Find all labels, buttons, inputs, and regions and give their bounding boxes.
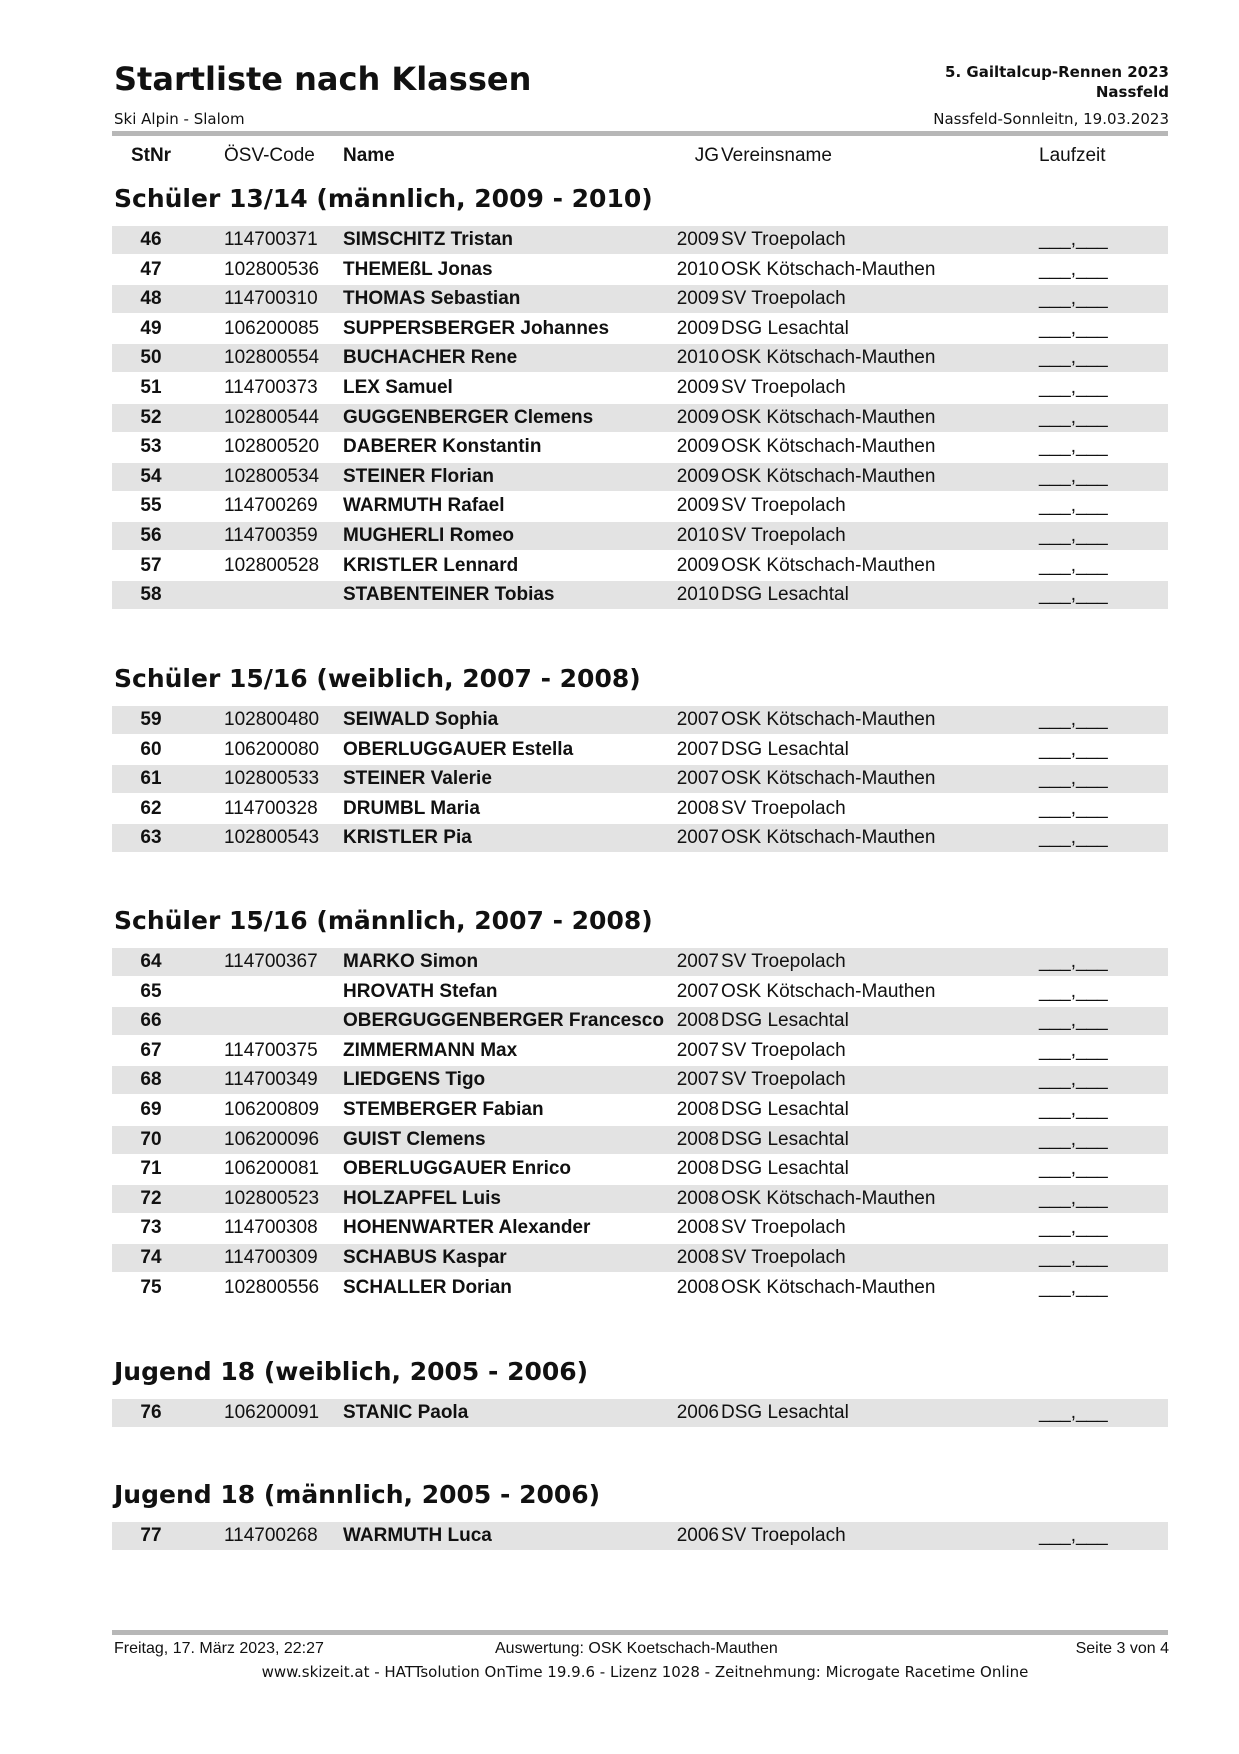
oesv-code: 106200096 — [224, 1128, 320, 1150]
birth-year: 2008 — [676, 1099, 719, 1120]
athlete-name: SEIWALD Sophia — [343, 709, 499, 730]
club-name: OSK Kötschach-Mauthen — [721, 258, 936, 280]
run-time-placeholder: ___,___ — [1039, 1525, 1108, 1546]
oesv-code: 114700373 — [224, 377, 318, 398]
start-number: 70 — [140, 1128, 162, 1150]
start-number: 56 — [140, 525, 162, 546]
birth-year: 2008 — [676, 1128, 719, 1150]
table-row — [112, 492, 1168, 520]
run-time-placeholder: ___,___ — [1039, 436, 1108, 458]
table-row — [112, 765, 1168, 793]
footer-evaluation: Auswertung: OSK Koetschach-Mauthen — [495, 1640, 778, 1657]
athlete-name: OBERGUGGENBERGER Francesco — [343, 1010, 664, 1032]
athlete-name: THEMEßL Jonas — [343, 258, 493, 280]
column-headers — [112, 145, 1168, 169]
oesv-code: 114700367 — [224, 951, 318, 972]
table-row — [112, 1126, 1168, 1154]
oesv-code: 114700308 — [224, 1217, 318, 1239]
birth-year: 2007 — [676, 1069, 719, 1091]
start-number: 49 — [140, 317, 162, 339]
run-time-placeholder: ___,___ — [1039, 951, 1108, 972]
club-name: OSK Kötschach-Mauthen — [721, 436, 936, 458]
birth-year: 2010 — [676, 258, 719, 280]
birth-year: 2007 — [676, 738, 719, 760]
page-title: Startliste nach Klassen — [114, 60, 532, 98]
run-time-placeholder: ___,___ — [1039, 980, 1108, 1002]
birth-year: 2010 — [676, 525, 719, 546]
start-number: 58 — [140, 584, 162, 606]
club-name: SV Troepolach — [721, 1247, 846, 1268]
oesv-code: 102800480 — [224, 709, 320, 730]
table-row — [112, 1522, 1168, 1550]
birth-year: 2009 — [676, 495, 719, 517]
club-name: DSG Lesachtal — [721, 1158, 849, 1180]
oesv-code: 102800533 — [224, 768, 320, 790]
club-name: DSG Lesachtal — [721, 584, 849, 606]
oesv-code: 102800528 — [224, 554, 320, 576]
run-time-placeholder: ___,___ — [1039, 495, 1108, 517]
birth-year: 2008 — [676, 797, 719, 819]
section-title: Schüler 13/14 (männlich, 2009 - 2010) — [114, 184, 653, 213]
run-time-placeholder: ___,___ — [1039, 1010, 1108, 1032]
athlete-name: STANIC Paola — [343, 1402, 469, 1423]
start-number: 69 — [140, 1099, 162, 1120]
athlete-name: OBERLUGGAUER Estella — [343, 738, 574, 760]
athlete-name: SIMSCHITZ Tristan — [343, 229, 513, 250]
start-number: 46 — [140, 229, 162, 250]
table-row — [112, 1244, 1168, 1272]
athlete-name: BUCHACHER Rene — [343, 347, 518, 369]
table-row — [112, 1037, 1168, 1065]
club-name: OSK Kötschach-Mauthen — [721, 827, 936, 849]
club-name: SV Troepolach — [721, 1525, 846, 1546]
table-row — [112, 824, 1168, 852]
birth-year: 2008 — [676, 1276, 719, 1298]
start-number: 63 — [140, 827, 162, 849]
birth-year: 2008 — [676, 1247, 719, 1268]
table-row — [112, 1155, 1168, 1183]
footer-printed-date: Freitag, 17. März 2023, 22:27 — [114, 1640, 324, 1657]
table-row — [112, 522, 1168, 550]
athlete-name: OBERLUGGAUER Enrico — [343, 1158, 572, 1180]
start-number: 71 — [140, 1158, 162, 1180]
start-number: 75 — [140, 1276, 162, 1298]
run-time-placeholder: ___,___ — [1039, 1069, 1108, 1091]
athlete-name: DABERER Konstantin — [343, 436, 542, 458]
birth-year: 2007 — [676, 980, 719, 1002]
run-time-placeholder: ___,___ — [1039, 584, 1108, 606]
table-row — [112, 948, 1168, 976]
start-number: 60 — [140, 738, 162, 760]
start-number: 53 — [140, 436, 162, 458]
oesv-code: 114700371 — [224, 229, 318, 250]
table-row — [112, 1066, 1168, 1094]
table-row — [112, 404, 1168, 432]
club-name: DSG Lesachtal — [721, 1010, 849, 1032]
run-time-placeholder: ___,___ — [1039, 1099, 1108, 1120]
oesv-code: 102800556 — [224, 1276, 320, 1298]
table-row — [112, 1274, 1168, 1302]
table-row — [112, 736, 1168, 764]
club-name: DSG Lesachtal — [721, 317, 849, 339]
oesv-code: 102800536 — [224, 258, 320, 280]
oesv-code: 102800520 — [224, 436, 320, 458]
athlete-name: STEMBERGER Fabian — [343, 1099, 544, 1120]
athlete-name: KRISTLER Lennard — [343, 554, 519, 576]
oesv-code: 114700349 — [224, 1069, 318, 1091]
section-title: Jugend 18 (männlich, 2005 - 2006) — [114, 1480, 601, 1509]
birth-year: 2009 — [676, 465, 719, 487]
run-time-placeholder: ___,___ — [1039, 1158, 1108, 1180]
club-name: OSK Kötschach-Mauthen — [721, 980, 936, 1002]
footer-divider — [112, 1630, 1168, 1635]
athlete-name: HOHENWARTER Alexander — [343, 1217, 591, 1239]
birth-year: 2008 — [676, 1217, 719, 1239]
club-name: OSK Kötschach-Mauthen — [721, 554, 936, 576]
birth-year: 2009 — [676, 229, 719, 250]
oesv-code: 102800534 — [224, 465, 320, 487]
birth-year: 2010 — [676, 584, 719, 606]
oesv-code: 106200080 — [224, 738, 320, 760]
club-name: SV Troepolach — [721, 525, 846, 546]
club-name: SV Troepolach — [721, 1069, 846, 1091]
athlete-name: MARKO Simon — [343, 951, 479, 972]
athlete-name: DRUMBL Maria — [343, 797, 480, 819]
column-header-name: Name — [343, 145, 395, 166]
oesv-code: 106200809 — [224, 1099, 320, 1120]
birth-year: 2007 — [676, 951, 719, 972]
oesv-code: 114700375 — [224, 1039, 318, 1061]
table-row — [112, 1185, 1168, 1213]
birth-year: 2006 — [676, 1525, 719, 1546]
birth-year: 2007 — [676, 827, 719, 849]
birth-year: 2006 — [676, 1402, 719, 1423]
club-name: SV Troepolach — [721, 951, 846, 972]
start-number: 52 — [140, 406, 162, 428]
run-time-placeholder: ___,___ — [1039, 525, 1108, 546]
birth-year: 2009 — [676, 554, 719, 576]
start-number: 62 — [140, 797, 162, 819]
athlete-name: WARMUTH Luca — [343, 1525, 492, 1546]
athlete-name: THOMAS Sebastian — [343, 288, 521, 310]
birth-year: 2007 — [676, 768, 719, 790]
athlete-name: SUPPERSBERGER Johannes — [343, 317, 610, 339]
oesv-code: 102800544 — [224, 406, 320, 428]
section-title: Jugend 18 (weiblich, 2005 - 2006) — [114, 1357, 589, 1386]
oesv-code: 106200081 — [224, 1158, 320, 1180]
run-time-placeholder: ___,___ — [1039, 709, 1108, 730]
run-time-placeholder: ___,___ — [1039, 317, 1108, 339]
athlete-name: STEINER Florian — [343, 465, 494, 487]
birth-year: 2009 — [676, 317, 719, 339]
run-time-placeholder: ___,___ — [1039, 738, 1108, 760]
run-time-placeholder: ___,___ — [1039, 347, 1108, 369]
start-number: 77 — [140, 1525, 162, 1546]
run-time-placeholder: ___,___ — [1039, 1187, 1108, 1209]
start-number: 72 — [140, 1187, 162, 1209]
birth-year: 2009 — [676, 436, 719, 458]
club-name: SV Troepolach — [721, 495, 846, 517]
table-row — [112, 1214, 1168, 1242]
athlete-name: WARMUTH Rafael — [343, 495, 505, 517]
run-time-placeholder: ___,___ — [1039, 827, 1108, 849]
oesv-code: 114700328 — [224, 797, 318, 819]
birth-year: 2008 — [676, 1158, 719, 1180]
run-time-placeholder: ___,___ — [1039, 406, 1108, 428]
table-row — [112, 374, 1168, 402]
athlete-name: STABENTEINER Tobias — [343, 584, 555, 606]
run-time-placeholder: ___,___ — [1039, 1128, 1108, 1150]
oesv-code: 106200091 — [224, 1402, 320, 1423]
column-header-stnr: StNr — [130, 145, 172, 166]
table-row — [112, 706, 1168, 734]
section-title: Schüler 15/16 (männlich, 2007 - 2008) — [114, 906, 653, 935]
table-row — [112, 226, 1168, 254]
table-row — [112, 978, 1168, 1006]
table-row — [112, 1399, 1168, 1427]
club-name: OSK Kötschach-Mauthen — [721, 709, 936, 730]
discipline-subtitle: Ski Alpin - Slalom — [114, 110, 245, 128]
footer-credit: www.skizeit.at - HATTsolution OnTime 19.9.6 - Lizenz 1028 - Zeitnehmung: Microgate Racetime Online — [261, 1663, 1029, 1681]
birth-year: 2007 — [676, 709, 719, 730]
start-number: 66 — [140, 1010, 162, 1032]
section-title: Schüler 15/16 (weiblich, 2007 - 2008) — [114, 664, 641, 693]
athlete-name: GUGGENBERGER Clemens — [343, 406, 594, 428]
oesv-code: 114700269 — [224, 495, 318, 517]
birth-year: 2009 — [676, 406, 719, 428]
run-time-placeholder: ___,___ — [1039, 377, 1108, 398]
run-time-placeholder: ___,___ — [1039, 229, 1108, 250]
birth-year: 2009 — [676, 377, 719, 398]
column-header-club: Vereinsname — [721, 145, 832, 166]
oesv-code: 114700309 — [224, 1247, 318, 1268]
start-number: 47 — [140, 258, 162, 280]
run-time-placeholder: ___,___ — [1039, 1402, 1108, 1423]
event-place: Nassfeld — [1095, 83, 1169, 101]
start-number: 57 — [140, 554, 162, 576]
club-name: DSG Lesachtal — [721, 1099, 849, 1120]
birth-year: 2009 — [676, 288, 719, 310]
table-row — [112, 552, 1168, 580]
birth-year: 2010 — [676, 347, 719, 369]
club-name: SV Troepolach — [721, 1217, 846, 1239]
club-name: DSG Lesachtal — [721, 1402, 849, 1423]
athlete-name: HROVATH Stefan — [343, 980, 498, 1002]
club-name: OSK Kötschach-Mauthen — [721, 1187, 936, 1209]
start-number: 48 — [140, 288, 162, 310]
table-row — [112, 1096, 1168, 1124]
table-row — [112, 344, 1168, 372]
column-header-laufzeit: Laufzeit — [1039, 145, 1106, 166]
footer-page-number: Seite 3 von 4 — [1075, 1640, 1169, 1657]
event-name: 5. Gailtalcup-Rennen 2023 — [945, 63, 1169, 81]
run-time-placeholder: ___,___ — [1039, 1276, 1108, 1298]
run-time-placeholder: ___,___ — [1039, 465, 1108, 487]
start-number: 54 — [140, 465, 162, 487]
run-time-placeholder: ___,___ — [1039, 258, 1108, 280]
athlete-name: GUIST Clemens — [343, 1128, 486, 1150]
start-number: 51 — [140, 377, 162, 398]
start-number: 59 — [140, 709, 162, 730]
start-number: 55 — [140, 495, 162, 517]
club-name: DSG Lesachtal — [721, 1128, 849, 1150]
birth-year: 2008 — [676, 1010, 719, 1032]
athlete-name: ZIMMERMANN Max — [343, 1039, 518, 1061]
table-row — [112, 315, 1168, 343]
table-row — [112, 285, 1168, 313]
start-number: 74 — [140, 1247, 162, 1268]
run-time-placeholder: ___,___ — [1039, 554, 1108, 576]
club-name: OSK Kötschach-Mauthen — [721, 347, 936, 369]
athlete-name: LEX Samuel — [343, 377, 453, 398]
club-name: SV Troepolach — [721, 229, 846, 250]
oesv-code: 102800543 — [224, 827, 320, 849]
club-name: OSK Kötschach-Mauthen — [721, 406, 936, 428]
table-row — [112, 795, 1168, 823]
club-name: SV Troepolach — [721, 1039, 846, 1061]
start-number: 65 — [140, 980, 162, 1002]
oesv-code: 102800554 — [224, 347, 320, 369]
table-row — [112, 256, 1168, 284]
athlete-name: LIEDGENS Tigo — [343, 1069, 486, 1091]
oesv-code: 106200085 — [224, 317, 320, 339]
table-row — [112, 433, 1168, 461]
run-time-placeholder: ___,___ — [1039, 1247, 1108, 1268]
athlete-name: KRISTLER Pia — [343, 827, 472, 849]
birth-year: 2007 — [676, 1039, 719, 1061]
club-name: DSG Lesachtal — [721, 738, 849, 760]
start-number: 50 — [140, 347, 162, 369]
oesv-code: 102800523 — [224, 1187, 320, 1209]
run-time-placeholder: ___,___ — [1039, 768, 1108, 790]
athlete-name: MUGHERLI Romeo — [343, 525, 514, 546]
club-name: OSK Kötschach-Mauthen — [721, 465, 936, 487]
oesv-code: 114700310 — [224, 288, 318, 310]
club-name: SV Troepolach — [721, 797, 846, 819]
table-row — [112, 1007, 1168, 1035]
start-number: 73 — [140, 1217, 162, 1239]
athlete-name: SCHALLER Dorian — [343, 1276, 512, 1298]
oesv-code: 114700268 — [224, 1525, 318, 1546]
event-date: Nassfeld-Sonnleitn, 19.03.2023 — [933, 110, 1169, 128]
athlete-name: SCHABUS Kaspar — [343, 1247, 507, 1268]
start-number: 64 — [140, 951, 162, 972]
birth-year: 2008 — [676, 1187, 719, 1209]
start-number: 67 — [140, 1039, 162, 1061]
table-row — [112, 581, 1168, 609]
start-number: 68 — [140, 1069, 162, 1091]
table-row — [112, 463, 1168, 491]
run-time-placeholder: ___,___ — [1039, 1039, 1108, 1061]
athlete-name: HOLZAPFEL Luis — [343, 1187, 501, 1209]
club-name: OSK Kötschach-Mauthen — [721, 1276, 936, 1298]
header-divider — [112, 131, 1168, 136]
athlete-name: STEINER Valerie — [343, 768, 492, 790]
run-time-placeholder: ___,___ — [1039, 288, 1108, 310]
club-name: SV Troepolach — [721, 288, 846, 310]
run-time-placeholder: ___,___ — [1039, 1217, 1108, 1239]
club-name: OSK Kötschach-Mauthen — [721, 768, 936, 790]
start-number: 61 — [140, 768, 162, 790]
club-name: SV Troepolach — [721, 377, 846, 398]
start-number: 76 — [140, 1402, 162, 1423]
column-header-jg: JG — [694, 145, 719, 166]
oesv-code: 114700359 — [224, 525, 318, 546]
run-time-placeholder: ___,___ — [1039, 797, 1108, 819]
column-header-code: ÖSV-Code — [224, 145, 315, 166]
